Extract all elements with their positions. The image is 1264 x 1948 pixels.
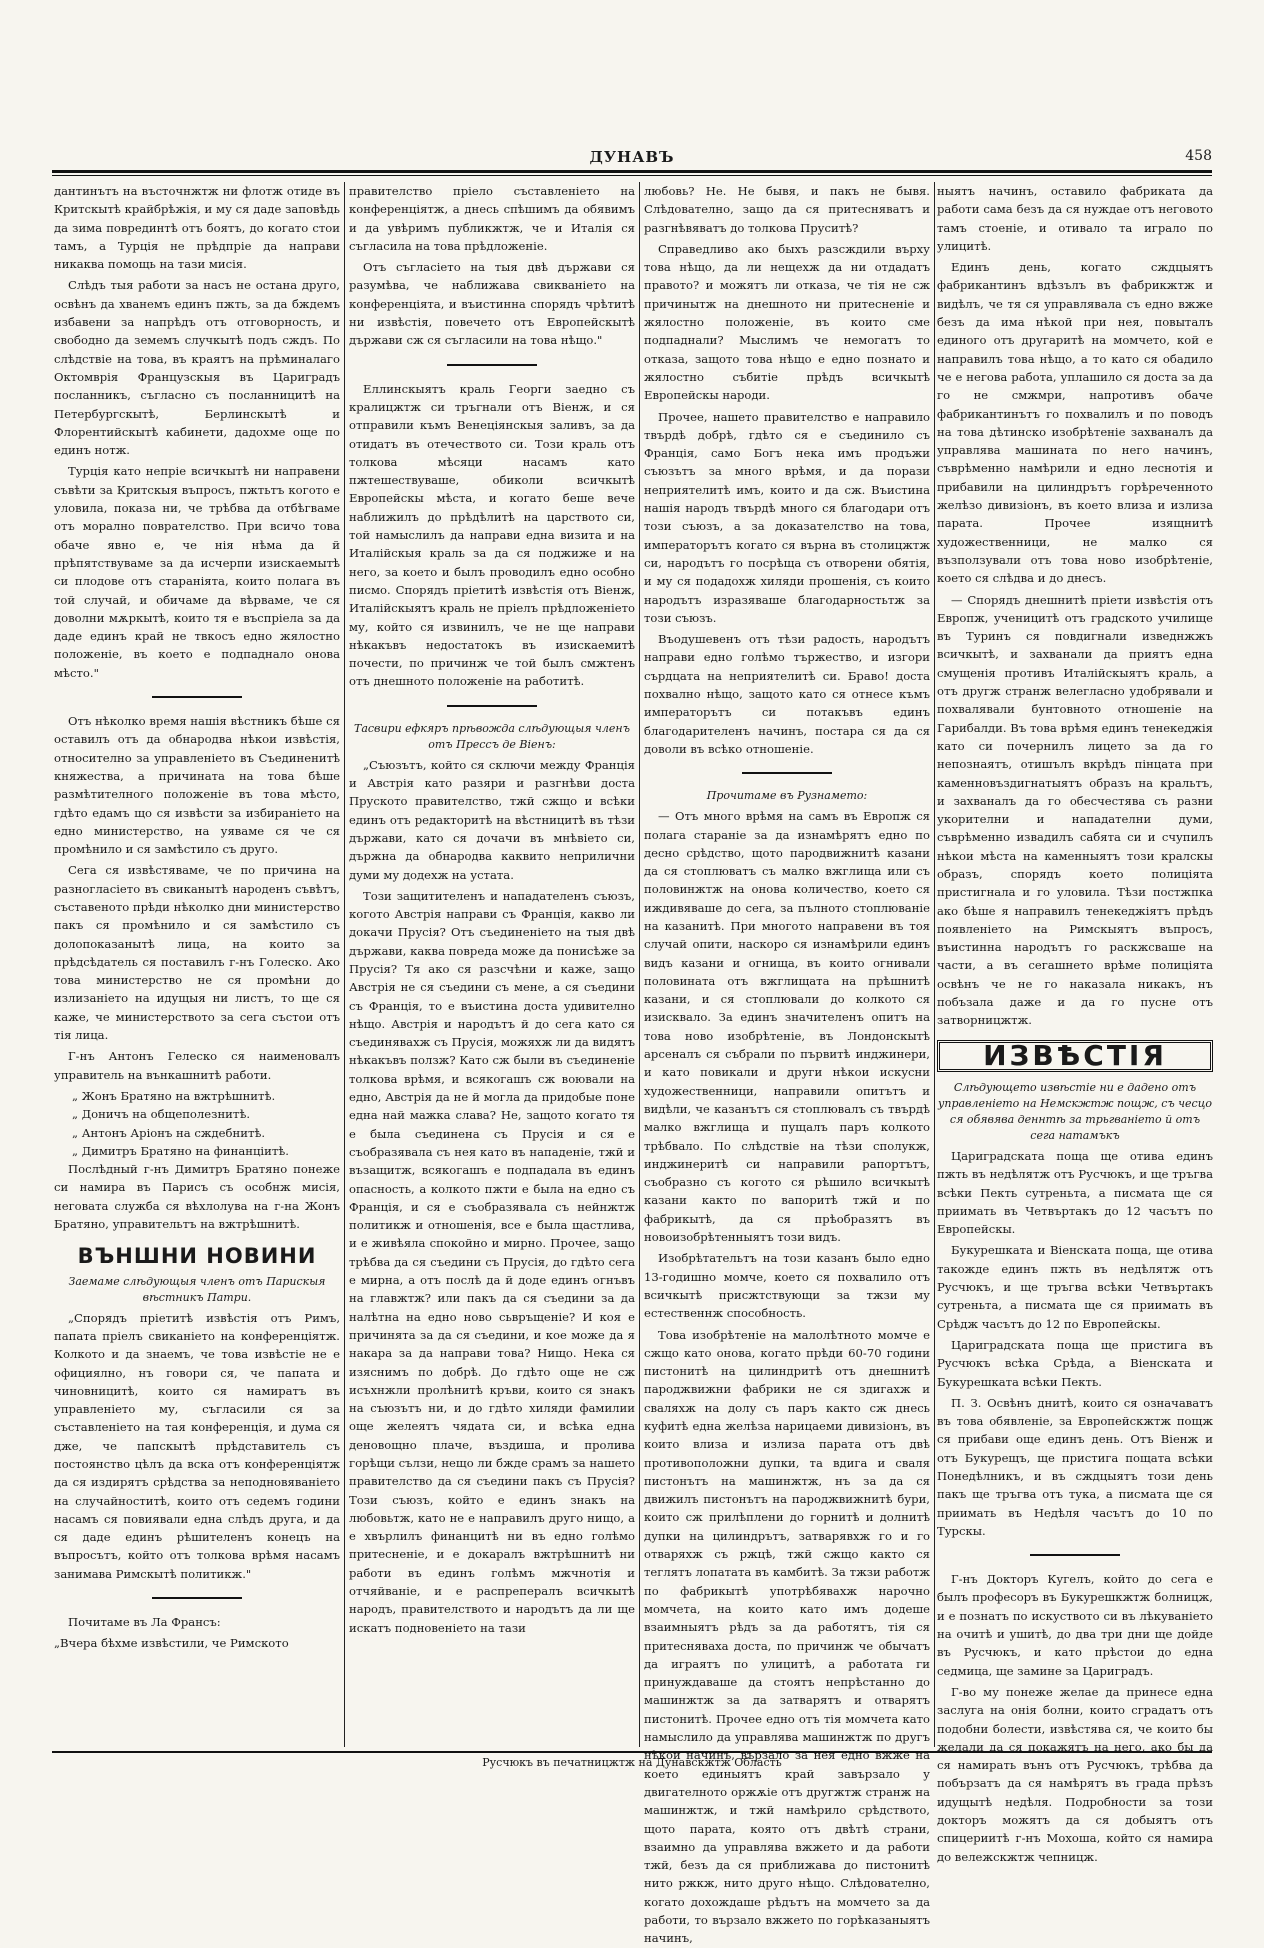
article-intro: Прочитаме въ Рузнамето:	[706, 789, 868, 803]
column-3	[644, 182, 930, 1946]
article-intro: Слѣдующето извѣстіе ни е дадено отъ управленіето на Немскжтж пощж, съ чесцо ся обявява деннтѣ за трьгваніето й отъ сега натамъкъ	[937, 1080, 1212, 1142]
paragraph: ныятъ начинъ, оставило фабриката да работи сама безъ да ся нуждае отъ неговото тамъ стоеніе, и отивало та играло по улицитѣ.	[937, 184, 1213, 253]
list-item: „ Димитръ Братяно на финанціитѣ.	[72, 1143, 289, 1158]
column-divider	[344, 182, 345, 1747]
list-item: „ Жонъ Братяно на вжтрѣшнитѣ.	[72, 1088, 276, 1103]
section-separator	[1030, 1554, 1120, 1556]
masthead	[52, 148, 1212, 172]
article-intro: Тасвири ефкяръ прѣвожда слѣдующыя членъ отъ Прессъ де Віенъ:	[354, 721, 630, 751]
page-number: 458	[1185, 148, 1212, 164]
paragraph: Слѣдъ тыя работи за насъ не остана друго, освѣнъ да хванемъ единъ пжть, за да бждемъ избавени за напрѣдъ отъ отговорность, и свободно да земемъ случкытѣ подъ сждъ. По слѣдствіе на това, въ краятъ на прѣминалаго Октомврія Французскыя въ Цариградъ посланникъ, съгласно съ посланницитѣ на Петербургскытѣ, Берлинскытѣ и Флорентийскытѣ кабинети, дадохме още по единъ нотж.	[54, 278, 340, 458]
paragraph: Еллинскыятъ краль Георги заедно съ кралицжтж си тръгнали отъ Віенж, и ся отправили къмъ Венеціянскыя заливъ, за да отидатъ въ отечеството си. Този краль отъ толкова мѣсяци насамъ като пжтешествуваше, обиколи всичкытѣ Европейскы мѣста, и когато беше вече наближилъ до прѣдѣлитѣ на царството си, той намыслилъ да направи една визита и на Италійскыя краль за да ся поджиже и на него, за което и былъ проводилъ едно особно писмо. Спорядъ пріетитѣ извѣстія отъ Віенж, Италійскыятъ краль не пріелъ прѣдложеніето му, който ся извинилъ, че не ще направи нѣкакъвъ недостатокъ въ изискаемитѣ почести, по причинж че той былъ смжтенъ отъ днешното положеніе на работитѣ.	[349, 381, 635, 689]
paragraph: Изобрѣтательтъ на този казанъ было едно 13-годишно момче, което ся похвалило отъ всичкытѣ присжтствующи за тжзи му естественнж способность.	[644, 1251, 930, 1321]
paragraph: Цариградската поща ще пристига въ Русчюкъ всѣка Срѣда, а Віенската и Букурешката всѣки Пекть.	[937, 1337, 1213, 1389]
printer-imprint: Русчюкъ въ печатницжтж на Дунавскжтж Область	[482, 1756, 782, 1769]
section-separator	[742, 772, 832, 774]
paragraph: — Отъ много врѣмя на самъ въ Европж ся полага стараніе за да изнамѣрятъ едно по десно срѣдство, щото пародвижнитѣ казани да ся стоплюватъ съ малко вжглища или съ половинжтж на онова количество, което ся иждивяваше до сега, за пълното стоплюваніе на казанитѣ. При многото направени въ тоя случай опити, наскоро ся изнамѣрили единъ видъ казани и огнища, въ които огнивали половината отъ вжглищата на прѣшнитѣ казани, и ся стоплювали до колкото ся изисквало. За единъ значителенъ опитъ на това ново изобрѣтеніе, въ Лондонскытѣ арсеналъ ся събрали по първитѣ инджинери, и като повикали и други нѣкои искусни художественници, направили опитътъ и видѣли, че казанътъ ся стоплювалъ съ твърдѣ малко вжглища и пущалъ паръ колкото трѣбвало. По слѣдствіе на тѣзи сполукж, инджинеритѣ си направили рапортътъ, съобразно съ когото ся рѣшило всичкытѣ казани както по вапоритѣ тжй и по фабрикытѣ, да ся прѣобразятъ въ новоизобрѣтенныятъ този видъ.	[644, 809, 930, 1245]
masthead-rule-thin	[52, 175, 1212, 176]
paragraph: любовь? Не. Не бывя, и пакъ не бывя. Слѣдователно, защо да ся притесняватъ и разгнѣвяватъ до толкова Пруситѣ?	[644, 184, 930, 235]
column-4	[937, 182, 1213, 1864]
list-item: „ Антонъ Аріонъ на сждебнитѣ.	[72, 1125, 266, 1140]
paragraph: Г-нъ Антонъ Гелеско ся наименовалъ управитель на вънкашнитѣ работи.	[54, 1049, 340, 1082]
paragraph: „Вчера бѣхме извѣстили, че Римското	[54, 1636, 289, 1651]
paragraph: — Спорядъ днешнитѣ пріети извѣстія отъ Европж, ученицитѣ отъ градското училище въ Туринъ ся повдигнали изведнжжъ всичкытѣ, и захванали да приятъ една смущенія противъ Италійскыятъ краль, а отъ другж странж велегласно удобрявали и похвалявали бунтовното отношеніе на Гарибалди. Въ това врѣмя единъ тенекеджія като си почернилъ лицето за да го непознаятъ, отишълъ вкрѣдъ пінцата при каменновъздигнатыятъ образъ на кральтъ, и захваналъ да го обесчестява съ разни укорителни и нападателни думи, съврѣменно извадилъ сабята си и счупилъ нѣкои мѣста на каменныятъ този кралскы образъ, спорядъ което полиціята пристигнала и го уловила. Тѣзи постжпка ако бѣше я направилъ тенекеджіятъ прѣдъ появленіето на Римскыятъ въпросъ, въистинна народътъ го раскжсваше на части, а въ сегашнето врѣме полиціята освѣнъ че не го наказала никакъ, нъ побъзала даже и да го пусне отъ затворницжтж.	[937, 592, 1213, 1028]
section-separator	[152, 696, 242, 698]
newspaper-title: ДУНАВЪ	[589, 148, 675, 166]
paragraph: Прочее, нашето правителство е направило твърдѣ добрѣ, гдѣто ся е съединило съ Франція, само Богъ нека имъ продъжи съюзътъ за много врѣмя, и да порази неприятелитѣ имъ, които и да сж. Въистина нашія народъ твърдѣ много ся благодари отъ този съюзъ, а за доказателство на това, императорътъ когато ся върна въ столицжтж си, народътъ го посрѣща съ отворени обятія, и му ся подадохж хиляди прошенія, съ които народътъ изразяваше благодарностьтж за този съюзъ.	[644, 409, 930, 625]
paragraph: Единъ день, когато сждцыятъ фабрикантинъ вдѣзълъ въ фабрикжтж и видѣлъ, че тя ся управлявала съ едно вжже безъ да има нѣкой при нея, повыталъ единого отъ другаритѣ на момчето, кой е направилъ това нѣщо, а то като ся обадило че е негова работа, уплашило ся доста за да го не смжмри, напротивъ обаче фабрикантинътъ го похвалилъ и по поводъ на това дѣтинско изобрѣтеніе захваналъ да управлява машината по него начинъ, съврѣменно намѣрили и едно леснотія и прибавили на цилиндрътъ горѣреченното желѣзо дивизіонъ, въ което влиза и излиза парата. Прочее изящнитѣ художественници, не малко ся възползували отъ това ново изобрѣтеніе, което ся слѣдва и до днесъ.	[937, 260, 1213, 586]
section-separator	[152, 1597, 242, 1599]
paragraph: Г-во му понеже желае да принесе една заслуга на онія болни, които сградатъ отъ подобни болести, извѣстява ся, че които бы желали да ся покажятъ на него, ако бы да ся намирать вънъ отъ Русчюкъ, трѣбва да побързатъ да ся намѣрятъ въ града прѣзъ идущытѣ недѣля. Подробности за този докторъ можятъ да ся добыятъ отъ спицериитѣ г-нъ Мохоша, който ся намира до вележскжтж чепницж.	[937, 1684, 1213, 1864]
section-separator	[447, 705, 537, 707]
list-item: „ Доничъ на общеполезнитѣ.	[72, 1107, 251, 1122]
paragraph: Сега ся извѣстяваме, че по причина на разногласіето въ свиканытѣ народенъ съвѣтъ, съставеното прѣди нѣколко дни министерство пакъ ся промѣнило и ся замѣстило съ долопоказанытѣ лица, на които за прѣдсѣдатель ся поставилъ г-нъ Голеско. Ако това министерство не ся промѣни до излизаніето на идущыя ни листъ, то ще ся каже, че министерството за сега състои отъ тія лица.	[54, 863, 340, 1043]
column-2	[349, 182, 635, 1747]
paragraph: Това изобрѣтеніе на малолѣтното момче е сжщо като онова, когато прѣди 60-70 години пистонитѣ на цилиндритѣ отъ днешнитѣ пароджвижни фабрики не ся здигахж и сваляхж на долу съ паръ както сж днесь куфитѣ една желѣза нарицаеми дивизіонъ, въ които влиза и излиза парата отъ двѣ противоположни дупки, та вдига и сваля пистонътъ на машинжтж, нъ за да ся движилъ пистонътъ на пароджвижнитѣ бури, които сж прилѣплени до горнитѣ и долнитѣ дупки на цилиндрътъ, затварявхж го и го отваряхж съ ржцѣ, тжй сжщо както ся теглятъ лопатата въ камбитѣ. За тжзи работж по фабрикытѣ употрѣбявахж нарочно момчета, на които като имъ додеше взаимныятъ рѣдъ за да работятъ, тія ся притесняваха доста, по причинж че обычатъ да играятъ по улицитѣ, а работата ги принуждаваше да стоятъ непрѣстанно до машинжтж за да затварятъ и отварятъ пистонитѣ. Прочее едно отъ тія момчета като намыслило да управлява машинжтж по другъ нѣкой начинъ, вързало за нея едно вжже на което единыятъ край завързало у двигателното оржѫіе отъ другжтж странж на машинжтж, и тжй намѣрило срѣдството, щото парата, която отъ двѣтѣ страни, взаимно да управлява вжжето и да работи тжй, безъ да ся приближава до пистонитѣ нито ржкж, нито друго нѣщо. Слѣдователно, когато дохождаше рѣдътъ на момчето за да работи, то вързало вжжето по горѣказаныятъ начинъ,	[644, 1327, 930, 1946]
column-divider	[639, 182, 640, 1747]
paragraph: Почитаме въ Ла Франсъ:	[68, 1615, 221, 1630]
paragraph: Г-нъ Докторъ Кугелъ, който до сега е былъ професоръ въ Букурешкжтж болницж, и е познатъ по искуството си въ лѣкуваніето на очитѣ и ушитѣ, до два три дни ще дойде въ Русчюкъ, и като прѣстои до една седмица, ще замине за Цариградъ.	[937, 1572, 1213, 1678]
article-intro: Заемаме слѣдующыя членъ отъ Парискыя вѣстникъ Патри.	[68, 1274, 326, 1304]
paragraph: Този защитителенъ и нападателенъ съюзъ, когото Австрія направи съ Франція, какво ли докачи Прусія? Отъ съединеніето на тыя двѣ държави, каква повреда може да понисѣже за Прусія? Тя ако ся разсчѣни и каже, защо Австрія не ся съедини съ мене, а ся съедини съ Франція, то е въистина доста удивително нѣщо. Австрія и народътъ й до сега като ся съединявахж съ Прусія, можяхж ли да видятъ нѣкакъвъ ползж? Като сж были въ съединеніе толкова врѣмя, и всякогашъ сж воювали на едно, Австрія да не й могла да придобые поне една най мажка слава? Не, защото когато тя е была съединена съ Прусія и ся е съобразявала съ нея като въ нападеніе, тжй и възащитж, всякогашъ е подпадала въ единъ опасность, а колкото пжти е была на едно съ Франція, и ся е съобразявала съ нейнжтж политикж и отношенія, все е была щастлива, и е живѣяла спокойно и мирно. Прочее, защо трѣбва да ся съедини съ Прусія, до гдѣто сега е мирна, а отъ послѣ да й доде единъ огнъвъ на главжтж? или пакъ да ся съедини за да налѣтна на едно ново сьвръщеніе? И коя е причинята за да ся съедини, и кое може да я накара за да направи това? Нищо. Нека ся изяснимъ по добрѣ. До гдѣто още не сж исъхнжли пролѣнитѣ кръви, които ся знакъ на съюзътъ ни, и до гдѣто хиляди фамилии още желеятъ чядата си, и всѣка една деновощно плаче, въздиша, и пролива горѣщи сълзи, нещо ли бжде срамъ за нашето правителство да ся съедини пакъ съ Прусія? Този съюзъ, който е единъ знакъ на любовьтж, като не е направилъ друго нищо, а е хвърлилъ финанцитѣ ни въ едно голѣмо притесненіе, и е докаралъ вжтрѣшнитѣ ни работи въ единъ голѣмъ мжчнотія и отчяйваніе, и е распрепералъ всичкытѣ народъ, правителството и народътъ да ли ще искатъ подновеніето на тази	[349, 888, 635, 1635]
column-1	[54, 182, 340, 1747]
paragraph: Цариградската поща ще отива единъ пжть въ недѣлятж отъ Русчюкъ, и ще тръгва всѣки Пекть сутреньта, а писмата ще ся приимать въ Четвъртакъ до 12 часътъ по Европейскы.	[937, 1148, 1213, 1237]
paragraph: дантинътъ на въсточнжтж ни флотж отиде въ Критскытѣ крайбрѣжія, и му ся даде заповѣдь да зима поврединтѣ отъ боятъ, до когато стои тамъ, а Турція не прѣдпріе да направи никаква помощь на тази мисія.	[54, 184, 340, 272]
section-heading: ВЪНШНИ НОВИНИ	[77, 1244, 317, 1269]
ministers-list	[54, 1087, 340, 1160]
paragraph: „Спорядъ пріетитѣ извѣстія отъ Римъ, папата пріелъ свиканіето на конференціятж. Колкото и да знаемъ, че това извѣстіе не е официялно, нъ говори ся, че папата и чиновницитѣ, които ся намиратъ въ управленіето му, съгласили ся за съставленіето на тая конференція, и дума ся дже, че папскытѣ прѣдставитель съ постоянство цѣлъ да вска отъ конференціятж да ся издирятъ срѣдства за неподновяваніето на случайноститѣ, които отъ седемъ години насамъ ся повиявали една слѣдъ друга, и да ся даде единъ рѣшителенъ конецъ на въпросътъ, който отъ толкова врѣмя насамъ занимава Римскытѣ политикж."	[54, 1310, 340, 1581]
column-divider	[934, 182, 935, 1747]
paragraph: Букурешката и Віенската поща, ще отива такожде единъ пжть въ недѣлятж отъ Русчюкъ, и ще тръгва всѣки Четвъртакъ сутреньта, а писмата ще ся приимать въ Срѣдж часътъ до 12 по Европейскы.	[937, 1243, 1213, 1331]
masthead-rule	[52, 170, 1212, 173]
paragraph: правителство пріело съставленіето на конференціятж, а днесь спѣшимъ да обявимъ и да увѣримъ публикжтж, че и Италія ся съгласила на това прѣдложеніе.	[349, 184, 635, 253]
paragraph: Турція като непріе всичкытѣ ни направени съвѣти за Критскыя въпросъ, пжтьтъ когото е уловила, показа ни, че трѣбва да отбѣгваме отъ морално поврателство. При всичо това обаче явно е, че нія нѣма да й прѣпятствуваме за да исчерпи изискаемытѣ си плодове отъ стараніята, които полага въ той случай, и обичаме да вѣрваме, че ся доволни мѫркытѣ, които тя е въспріела за да даде единъ край не твкосъ едно жялостно положеніе, въ което е подпаднало онова мѣсто."	[54, 464, 340, 680]
section-separator	[447, 364, 537, 366]
paragraph: Справедливо ако быхъ разсждили върху това нѣщо, да ли нещехж да ни отдадатъ правото? и можятъ ли отказа, че тія не сж причинытж на днешното ни притесненіе и жялостно положеніе, въ които сме подпаднали? Мыслимъ че немогатъ то отказа, защото това нѣщо е едно познато и жялостно събитіе прѣдъ всичкытѣ Европейскы народи.	[644, 241, 930, 403]
paragraph: Отъ съгласіето на тыя двѣ държави ся разумѣва, че наближава свикваніето на конференціята, и въистинна спорядъ чрѣтитѣ ни извѣстія, повечето отъ Европейскытѣ държави сж ся съгласили на това нѣщо."	[349, 260, 635, 348]
paragraph: Отъ нѣколко время нашія вѣстникъ бѣше ся оставилъ отъ да обнародва нѣкои извѣстія, относително за управленіето въ Съединенитѣ княжества, а причината на това бѣше размѣтителного положеніе въ това мѣсто, гдѣто едамъ що ся извѣсти за избираніето на едно министерство, на уяваме ся че ся промѣнило и ся замѣстило съ друго.	[54, 714, 340, 857]
announcements-banner: ИЗВѢСТІЯ	[937, 1040, 1213, 1072]
footer-rule	[52, 1751, 1212, 1753]
paragraph: Въодушевенъ отъ тѣзи радость, народътъ направи едно голѣмо тържество, и изгори сърдцата на неприятелитѣ си. Браво! доста похвално нѣщо, защото като ся отнесе къмъ императорътъ си потакъвъ единъ благодарителенъ начинъ, постара ся да ся доволи въ всѣко отношеніе.	[644, 632, 930, 756]
paragraph: П. З. Освѣнъ днитѣ, които ся означаватъ въ това обявленіе, за Европейскжтж пощж ся прибави още единъ день. Отъ Віенж и отъ Букурещъ, ще пристига пощата всѣки Понедѣлникъ, и въ сждцыятъ този день пакъ ще тръгва отъ тука, а писмата ще ся приимать въ Недѣля часътъ до 10 по Турскы.	[937, 1395, 1213, 1538]
paragraph: Послѣдный г-нъ Димитръ Братяно понеже си намира въ Парисъ съ особнж мисія, неговата служба ся вѣхлолува на г-на Жонъ Братяно, управительтъ на вжтрѣшнитѣ.	[54, 1162, 340, 1232]
paragraph: „Съюзътъ, който ся сключи между Франція и Австрія като разяри и разгнѣви доста Пруското правителство, тжй сжщо и всѣки единъ отъ редакторитѣ на вѣстницитѣ въ тѣзи държави, като ся дочачи въ мнѣвіето си, държна да обнародва каквито неприлични думи му додехж на устата.	[349, 757, 635, 882]
